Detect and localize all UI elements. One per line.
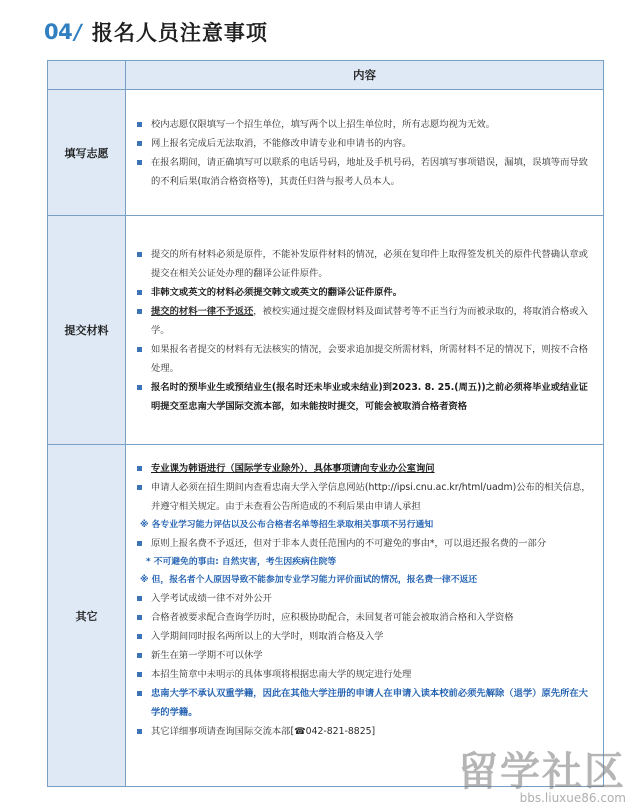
watermark <box>458 740 626 805</box>
item-text: 专业课为韩语进行（国际学专业除外），具体事项请向专业办公室询问 <box>151 463 435 474</box>
list-item <box>134 283 593 302</box>
header-empty-cell <box>48 61 126 90</box>
list-item <box>134 608 593 627</box>
bullet-icon <box>137 541 142 546</box>
item-text: 在报名期间，请正确填写可以联系的电话号码，地址及手机号码，若因填写事项错误，漏填，误填等而导致的不利后果(取消合格资格等)，其责任归咎与报考人员本人。 <box>151 156 588 187</box>
list-item <box>134 684 593 722</box>
item-text: 合格者被要求配合查询学历时，应积极协助配合，未回复者可能会被取消合格和入学资格 <box>151 612 514 623</box>
list-item <box>134 665 593 684</box>
item-text: 提交的所有材料必须是原件，不能补发原件材料的情况，必须在复印件上取得签发机关的原件代替确认章或提交在相关公证处办理的翻译公证件原件。 <box>151 248 588 279</box>
list-item <box>134 340 593 378</box>
bullet-icon <box>137 691 142 696</box>
watermark-logo-text: 留学社区 <box>458 749 626 795</box>
item-text: 校内志愿仅限填写一个招生单位，填写两个以上招生单位时，所有志愿均视为无效。 <box>151 118 495 130</box>
list-item <box>134 478 593 516</box>
item-text: 原则上报名费不予返还，但对于非本人责任范围内的不可避免的事由*，可以退还报名费的一部分 <box>151 538 547 549</box>
bullet-icon <box>137 596 142 601</box>
row-content <box>126 445 604 787</box>
category-fill-wish: 填写志愿 <box>48 90 126 216</box>
section-number: 04 <box>44 20 73 44</box>
bullet-icon <box>137 729 142 734</box>
bullet-icon <box>137 615 142 620</box>
watermark-url: bbs.liuxue86.com <box>519 791 626 805</box>
table-header-row <box>48 61 604 90</box>
item-text: 忠南大学不承认双重学籍，因此在其他大学注册的申请人在申请入读本校前必须先解除（退学）原先所在大学的学籍。 <box>151 688 588 718</box>
item-text: 入学期间同时报名两所以上的大学时，则取消合格及入学 <box>151 631 384 642</box>
item-text: 如果报名者提交的材料有无法核实的情况，会要求追加提交所需材料，所需材料不足的情况下，则按不合格处理。 <box>151 343 588 374</box>
bullet-icon <box>137 466 142 471</box>
item-text: 报名时的预毕业生或预结业生(报名时还未毕业或未结业)到2023. 8. 25.(周五))之前必须将毕业或结业证明提交至忠南大学国际交流本部，如未能按时提交，可能会被取消合格者资格 <box>151 381 588 412</box>
list-item <box>134 534 593 553</box>
list-item <box>134 115 593 134</box>
table-row <box>48 90 604 216</box>
list-item <box>134 245 593 283</box>
item-list <box>134 589 593 741</box>
list-item <box>134 646 593 665</box>
item-text-underlined: 提交的材料一律不予返还 <box>151 305 254 317</box>
bullet-icon <box>137 347 142 352</box>
note-text: ※ 但，报名者个人原因导致不能参加专业学习能力评价面试的情况，报名费一律不返还 <box>140 575 478 585</box>
section-title: 报名人员注意事项 <box>91 21 268 45</box>
bullet-icon <box>137 160 142 165</box>
bullet-icon <box>137 122 142 127</box>
bullet-icon <box>137 309 142 314</box>
item-text: 入学考试成绩一律不对外公开 <box>151 593 272 604</box>
bullet-icon <box>137 385 142 390</box>
item-text: 新生在第一学期不可以休学 <box>151 650 263 661</box>
item-text: 网上报名完成后无法取消，不能修改申请专业和申请书的内容。 <box>151 137 412 149</box>
bullet-icon <box>137 672 142 677</box>
bullet-icon <box>137 634 142 639</box>
bullet-icon <box>137 290 142 295</box>
list-item <box>134 378 593 416</box>
bullet-icon <box>137 653 142 658</box>
header-content-cell: 内容 <box>126 61 604 90</box>
list-item <box>134 153 593 191</box>
item-text: 申请人必须在招生期间内查看忠南大学入学信息网站(http://ipsi.cnu.ac.kr/html/uadm)公布的相关信息，并遵守相关规定。由于未查看公告所造成的不利后果由申请人承担 <box>151 482 591 512</box>
row-content <box>126 216 604 445</box>
section-header <box>44 16 268 48</box>
item-list <box>134 534 593 553</box>
list-item <box>134 722 593 741</box>
note-text: ※ 各专业学习能力评估以及公布合格者名单等招生录取相关事项不另行通知 <box>140 520 434 530</box>
item-text: ，被校实通过提交虚假材料及面试替考等不正当行为而被录取的，将取消合格或入学。 <box>151 305 588 336</box>
bullet-icon <box>137 141 142 146</box>
category-submit-materials: 提交材料 <box>48 216 126 445</box>
list-item <box>134 627 593 646</box>
bullet-icon <box>137 252 142 257</box>
section-slash: / <box>72 20 85 44</box>
note-text: * 不可避免的事由: 自然灾害，考生因疾病住院等 <box>146 557 337 567</box>
item-list <box>134 245 593 416</box>
bullet-icon <box>137 485 142 490</box>
list-item <box>134 589 593 608</box>
item-list <box>134 115 593 191</box>
category-others: 其它 <box>48 445 126 787</box>
item-text: 其它详细事项请查询国际交流本部[☎042-821-8825] <box>151 726 376 737</box>
table-row <box>48 445 604 787</box>
row-content <box>126 90 604 216</box>
notice-table <box>47 60 604 787</box>
list-item <box>134 459 593 478</box>
list-item <box>134 302 593 340</box>
table-row <box>48 216 604 445</box>
list-item <box>134 134 593 153</box>
item-list <box>134 459 593 516</box>
item-text: 本招生简章中未明示的具体事项将根据忠南大学的规定进行处理 <box>151 669 412 680</box>
item-text: 非韩文或英文的材料必须提交韩文或英文的翻译公证件原件。 <box>151 286 403 298</box>
